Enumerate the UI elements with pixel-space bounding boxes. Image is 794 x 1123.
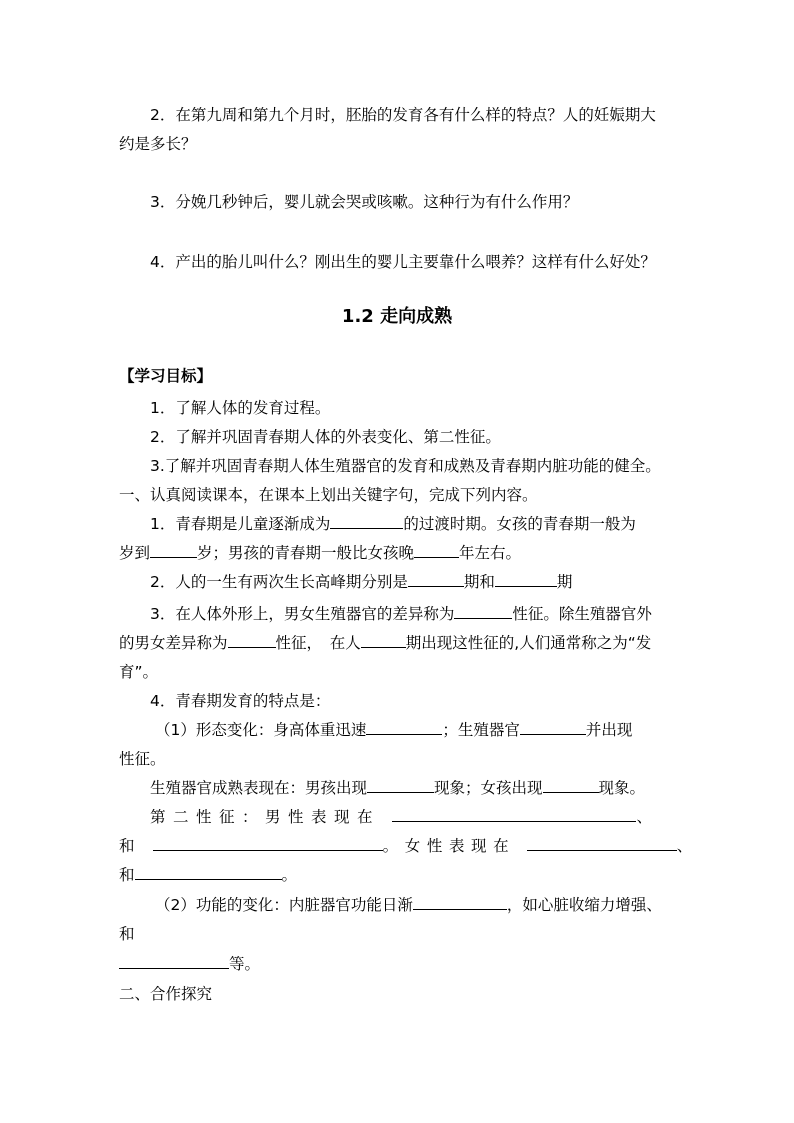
q4-3-text-b: 、: [636, 808, 660, 826]
q4-3-text-d: 。女性表现在: [382, 837, 516, 855]
objective-item-3: 3.了解并巩固青春期人体生殖器官的发育和成熟及青春期内脏功能的健全。: [150, 457, 661, 475]
part1-q1-line2: [119, 539, 675, 568]
fill-blank[interactable]: [119, 951, 229, 969]
fill-blank[interactable]: [361, 630, 406, 648]
part2-heading: 二、合作探究: [119, 985, 213, 1003]
section-title: 1.2 走向成熟: [341, 306, 453, 327]
q4-2-text-b: 现象；女孩出现: [434, 779, 543, 797]
q4-3-text-f: 和: [119, 866, 135, 884]
part1-q3-line2: [119, 629, 675, 658]
q2-text-b: 期和: [463, 573, 495, 591]
q4-2-text-c: 现象。: [598, 779, 646, 797]
part1-heading: 一、认真阅读课本，在课本上划出关键字句，完成下列内容。: [119, 486, 538, 504]
question-2-line2: 约是多长？: [119, 135, 197, 153]
q1-text-a: 1．青春期是儿童逐渐成为: [150, 515, 331, 533]
fill-blank[interactable]: [392, 804, 636, 822]
q4-1-text-a: （1）形态变化：身高体重迅速: [155, 721, 367, 739]
part1-q4-secondary-line1: [119, 803, 675, 832]
objective-item-2: 2．了解并巩固青春期人体的外表变化、第二性征。: [150, 428, 501, 446]
fill-blank[interactable]: [527, 833, 677, 851]
q2-text-a: 2．人的一生有两次生长高峰期分别是: [150, 573, 408, 591]
fill-blank[interactable]: [367, 775, 434, 793]
q4-1-text-c: 并出现: [585, 721, 633, 739]
objective-item-1: 1．了解人体的发育过程。: [150, 399, 331, 417]
fill-blank[interactable]: [454, 601, 512, 619]
fill-blank[interactable]: [414, 540, 459, 558]
fill-blank[interactable]: [330, 511, 403, 529]
q3-text-c: 的男女差异称为: [119, 634, 228, 652]
fill-blank[interactable]: [543, 775, 599, 793]
part1-q3-line1: [119, 600, 675, 629]
q1-text-e: 年左右。: [459, 544, 522, 562]
fill-blank[interactable]: [366, 717, 442, 735]
question-4: 4．产出的胎儿叫什么？刚出生的婴儿主要靠什么喂养？这样有什么好处？: [150, 253, 656, 271]
part1-q4-secondary-line3: [119, 861, 675, 890]
fill-blank[interactable]: [495, 569, 557, 587]
q3-text-a: 3．在人体外形上，男女生殖器官的差异称为: [150, 605, 455, 623]
fill-blank[interactable]: [153, 833, 383, 851]
fill-blank[interactable]: [413, 892, 507, 910]
objectives-heading: 【学习目标】: [119, 367, 213, 385]
part1-q1-line1: [119, 510, 675, 539]
part1-q4: 4．青春期发育的特点是：: [150, 692, 331, 710]
question-2-line1: 2．在第九周和第九个月时，胚胎的发育各有什么样的特点？人的妊娠期大: [150, 106, 656, 124]
q2-text-c: 期: [556, 573, 573, 591]
q1-text-c: 岁到: [119, 544, 151, 562]
q4-2-text-a: 生殖器官成熟表现在：男孩出现: [150, 779, 368, 797]
q3-text-b: 性征。除生殖器官外: [512, 605, 652, 623]
q4-3-text-c: 和: [119, 837, 142, 855]
q4-4-text-d: 等。: [229, 955, 261, 973]
fill-blank[interactable]: [135, 862, 282, 880]
part1-q4-maturity: [119, 774, 675, 803]
q3-text-e: 期出现这性征的,人们通常称之为“发: [405, 634, 652, 652]
part1-q4-secondary-line2: [119, 832, 699, 861]
part1-q3-line3: 育”。: [119, 663, 159, 681]
fill-blank[interactable]: [150, 540, 197, 558]
fill-blank[interactable]: [520, 717, 586, 735]
q1-text-d: 岁；男孩的青春期一般比女孩晚: [197, 544, 415, 562]
q4-4-text-b: ，如心脏收缩力增强、: [506, 896, 662, 914]
question-3: 3．分娩几秒钟后，婴儿就会哭或咳嗽。这种行为有什么作用？: [150, 193, 579, 211]
q1-text-b: 的过渡时期。女孩的青春期一般为: [403, 515, 636, 533]
fill-blank[interactable]: [408, 569, 464, 587]
q4-3-text-e: 、: [676, 837, 699, 855]
q4-4-text-a: （2）功能的变化：内脏器官功能日渐: [155, 896, 413, 914]
q3-text-d: 性征， 在人: [275, 634, 361, 652]
q4-3-text-g: 。: [281, 866, 298, 884]
q4-3-text-a: 第二性征：男性表现在: [150, 808, 381, 826]
part1-q4-1-line2: 性征。: [119, 750, 166, 768]
part1-q4-2-line2: 和: [119, 925, 135, 943]
part1-q4-2-line1: [119, 891, 675, 920]
part1-q4-1-line1: [119, 716, 675, 745]
q4-1-text-b: ；生殖器官: [442, 721, 520, 739]
part1-q4-2-line3: [119, 950, 675, 979]
fill-blank[interactable]: [228, 630, 276, 648]
part1-q2: [119, 568, 675, 597]
